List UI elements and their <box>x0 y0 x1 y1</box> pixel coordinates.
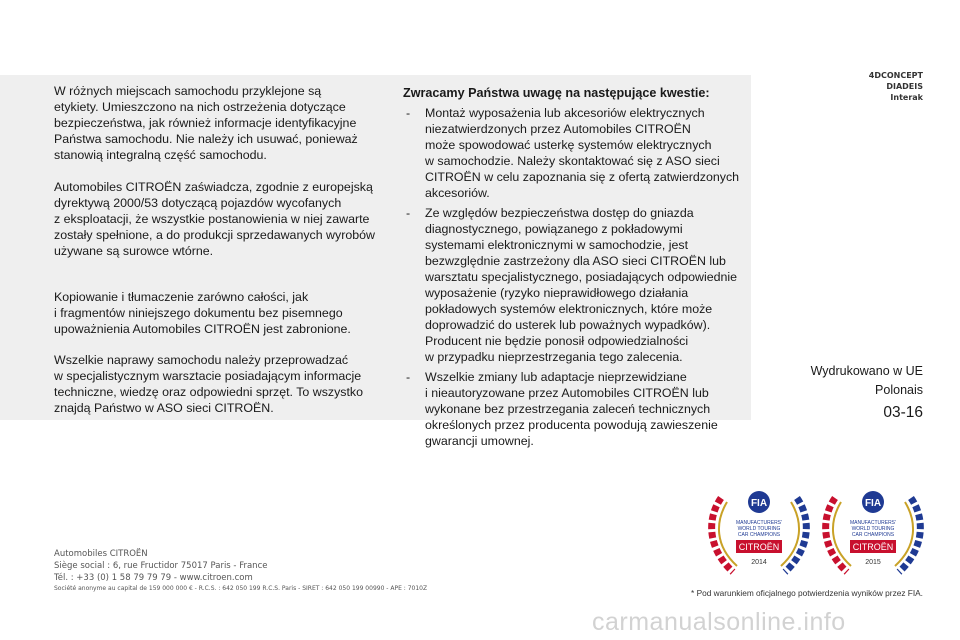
right-column <box>403 85 748 449</box>
brand-line: DIADEIS <box>886 82 923 91</box>
badge-brand: CITROËN <box>738 542 780 552</box>
paragraph-repairs: Wszelkie naprawy samochodu należy przeprowadzać w specjalistycznym warsztacie posiadającym informacje techniczne, wiedzę oraz odpowiedni sprzęt. To wszystko znajdą Państwo w ASO sieci CITROËN. <box>54 353 364 415</box>
fia-champion-badge-2015 <box>817 488 929 582</box>
printed-in: Wydrukowano w UE <box>810 364 923 378</box>
badge-title-line: CAR CHAMPIONS <box>737 532 781 538</box>
paragraph-recycling: Automobiles CITROËN zaświadcza, zgodnie z europejską dyrektywą 2000/53 dotyczącą pojazdów wycofanych z eksploatacji, że wszystkie postanowienia w niej zawarte zostały spełnione, a do produkcji sprzedawanych wyrobów używane są surowce wtórne. <box>54 180 375 258</box>
badge-title-line: CAR CHAMPIONS <box>851 532 895 538</box>
brand-line: 4DCONCEPT <box>868 71 923 80</box>
left-column <box>54 83 394 416</box>
company-name: Automobiles CITROËN <box>54 549 148 559</box>
printed-language: Polonais <box>875 383 923 397</box>
printed-info <box>811 362 923 400</box>
company-address: Siège social : 6, rue Fructidor 75017 Paris - France <box>54 561 268 571</box>
fia-champion-badge-2014 <box>703 488 815 582</box>
company-legal: Société anonyme au capital de 159 000 000 € - R.C.S. : 642 050 199 R.C.S. Paris - SIRET : 642 050 199 00990 - APE : 7010Z <box>54 585 428 592</box>
company-footer <box>54 548 427 593</box>
list-dash: - <box>406 206 411 220</box>
notice-item-accessories: - Montaż wyposażenia lub akcesoriów elektrycznych niezatwierdzonych przez Automobiles CITROËN może spowodować usterkę systemów elektrycznych w samochodzie. Należy skontaktować się z ASO sieci CITROËN w celu zapoznania się z ofertą zatwierdzonych akcesoriów. <box>406 106 740 200</box>
fia-footnote: * Pod warunkiem oficjalnego potwierdzenia wyników przez FIA. <box>691 588 923 598</box>
paragraph-copyright: Kopiowanie i tłumaczenie zarówno całości, jak i fragmentów niniejszego dokumentu bez pisemnego upoważnienia Automobiles CITROËN jest zabronione. <box>54 290 351 336</box>
fia-text: FIA <box>864 498 882 509</box>
fia-text: FIA <box>750 498 768 509</box>
brand-block <box>869 70 923 103</box>
badge-year: 2015 <box>865 559 881 566</box>
badge-title-line: MANUFACTURERS' <box>850 520 896 526</box>
page-number: 03-16 <box>883 404 923 421</box>
watermark: carmanualsonline.info <box>592 608 846 636</box>
notice-heading: Zwracamy Państwa uwagę na następujące kwestie: <box>403 86 710 100</box>
paragraph-labels: W różnych miejscach samochodu przyklejone są etykiety. Umieszczono na nich ostrzeżenia dotyczące bezpieczeństwa, jak również informacje identyfikacyjne Państwa samochodu. Nie należy ich usuwać, ponieważ stanowią integralną część samochodu. <box>54 84 358 162</box>
badge-title-line: MANUFACTURERS' <box>736 520 782 526</box>
notice-item-diagnostics: - Ze względów bezpieczeństwa dostęp do gniazda diagnostycznego, powiązanego z pokładowymi systemami elektronicznymi w samochodzie, jest bezwzględnie zastrzeżony dla ASO sieci CITROËN lub warsztatu specjalistycznego, posiadających odpowiednie wyposażenie (ryzyko nieprawidłowego działania pokładowych systemów elektronicznych, które może doprowadzić do usterek lub poważnych wypadków). Producent nie będzie ponosił odpowiedzialności w przypadku nieprzestrzegania tego zalecenia. <box>406 206 738 364</box>
list-dash: - <box>406 370 411 384</box>
brand-line: Interak <box>890 93 923 102</box>
company-contact: Tél. : +33 (0) 1 58 79 79 79 - www.citroen.com <box>54 573 253 583</box>
badge-brand: CITROËN <box>852 542 894 552</box>
badge-year: 2014 <box>751 559 767 566</box>
badge-title-line: WORLD TOURING <box>851 526 895 532</box>
notice-item-modifications: - Wszelkie zmiany lub adaptacje nieprzewidziane i nieautoryzowane przez Automobiles CITROËN lub wykonane bez przestrzegania zaleceń technicznych określonych przez producenta powodują zawieszenie gwarancji umownej. <box>406 370 718 448</box>
badge-title-line: WORLD TOURING <box>737 526 781 532</box>
list-dash: - <box>406 106 411 120</box>
